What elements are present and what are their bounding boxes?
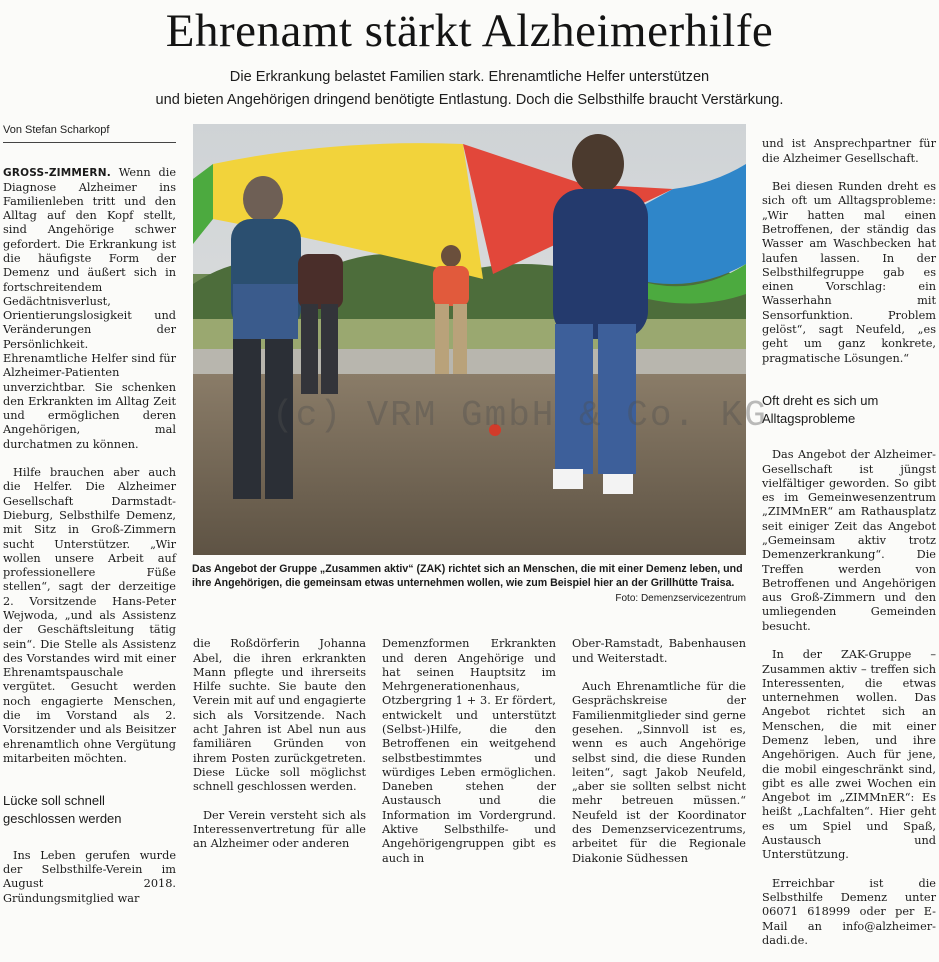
paragraph: Bei diesen Runden dreht es sich oft um Alltagsprobleme: „Wir hatten mal einen Betroffenen, der ständig das Wasser am Waschbecken hat laufen lassen. In der Selbsthilfegruppe gab es einen Vorschlag: ein Wasserhahn mit Sensorfunktion. Problem gelöst“, sagt Neufeld, „es geht um ganz konkrete, pragmatische Lösungen.“ <box>762 180 936 365</box>
headline: Ehrenamt stärkt Alzheimerhilfe <box>165 5 774 57</box>
author-byline: Von Stefan Scharkopf <box>3 124 110 136</box>
subheadline-line-2: und bieten Angehörigen dringend benötigte Entlastung. Doch die Selbsthilfe braucht Verstärkung. <box>155 92 784 108</box>
byline-rule <box>3 142 176 143</box>
article-column-2 <box>193 623 366 851</box>
paragraph: GROSS-ZIMMERN. Wenn die Diagnose Alzheimer ins Familienleben tritt und den Alltag auf den Kopf stellt, sind Angehörige schwer gefordert. Die Erkrankung ist die häufigste Form der Demenz und äußert sich in fortschreitendem Gedächtnisverlust, Orientierungslosigkeit und Veränderungen der Persönlichkeit. Ehrenamtliche Helfer sind für Alzheimer-Patienten unverzichtbar. Sie schenken den Erkrankten im Alltag Zeit und ermöglichen deren Angehörigen, mal durchatmen zu können. <box>3 166 176 451</box>
paragraph: und ist Ansprechpartner für die Alzheimer Gesellschaft. <box>762 137 936 165</box>
copyright-watermark: (c) VRM GmbH & Co. KG <box>272 395 768 436</box>
photo-credit: Foto: Demenzservicezentrum <box>615 593 746 604</box>
paragraph: Das Angebot der Alzheimer-Gesellschaft ist jüngst vielfältiger geworden. So gibt es im Gemeinwesenzentrum „ZIMMnER“ am Rathausplatz seit einiger Zeit das Angebot „Gemeinsam aktiv trotz Demenzerkrankung“. Die Treffen werden von Betroffenen und Angehörigen aus Groß-Zimmern und den umliegenden Gemeinden besucht. <box>762 448 936 633</box>
dateline: GROSS-ZIMMERN. <box>3 167 111 180</box>
subheading: Oft dreht es sich um Alltagsprobleme <box>762 393 879 427</box>
paragraph: Auch Ehrenamtliche für die Gesprächskreise der Familienmitglieder sind gerne gesehen. „Sinnvoll ist es, wenn es auch Angehörige selbst sind, die diese Runden leiten“, sagt Jakob Neufeld, „aber sie sollten selbst nicht mehr betreuen müssen.“ Neufeld ist der Koordinator des Demenzservicezentrums, arbeitet für die Regionale Diakonie Südhessen <box>572 680 746 865</box>
paragraph: Ober-Ramstadt, Babenhausen und Weiterstadt. <box>572 637 746 665</box>
paragraph: die Roßdörferin Johanna Abel, die ihren erkrankten Mann pflegte und ihrerseits Hilfe suchte. Sie baute den Verein mit auf und engagierte sich als Vorsitzende. Nach acht Jahren ist Abel nun aus familiären Gründen von ihrem Posten zurückgetreten. Diese Lücke soll möglichst schnell geschlossen werden. <box>193 637 366 794</box>
article-column-5 <box>762 123 936 947</box>
paragraph: Demenzformen Erkrankten und deren Angehörige und hat seinen Hauptsitz im Mehrgenerationenhaus, Otzbergring 1 + 3. Er fördert, entwickelt und unterstützt (Selbst-)Hilfe, die den Betroffenen ein weitgehend selbstbestimmtes und würdiges Leben ermöglichen. Daneben stehen der Austausch und die Information im Vordergrund. Aktive Selbsthilfe- und Angehörigengruppen gibt es auch in <box>382 637 556 865</box>
paragraph: Hilfe brauchen aber auch die Helfer. Die Alzheimer Gesellschaft Darmstadt-Dieburg, Selbsthilfe Demenz, mit Sitz in Groß-Zimmern sucht Unterstützer. „Wir wollen unsere Arbeit auf professionellere Füße stellen“, sagt der derzeitige 2. Vorsitzende Hans-Peter Wejwoda, „und als Assistenz der Geschäftsleitung tätig sein“. Die Stelle als Assistenz des Vorstandes wird mit einer Ehrenamtspauschale vergütet. Gesucht werden noch engagierte Menschen, die im Vorstand als 2. Vorsitzender und als Beisitzer ehrenamtlich ohne Vergütung mitarbeiten möchten. <box>3 466 176 765</box>
paragraph: In der ZAK-Gruppe – Zusammen aktiv – treffen sich Interessenten, die etwas unternehmen wollen. Das Angebot richtet sich an Menschen, die mit einer Demenz leben, und ihre Angehörigen. Auch für jene, die mobil eingeschränkt sind, gibt es alle zwei Wochen ein Angebot im „ZIMMnER“: Es heißt „Lachfalten“. Hier geht es um Spiel und Spaß, Austausch und Unterstützung. <box>762 648 936 862</box>
article-column-4 <box>572 623 746 865</box>
paragraph: Ins Leben gerufen wurde der Selbsthilfe-Verein im August 2018. Gründungsmitglied war <box>3 848 176 905</box>
subheadline-line-1: Die Erkrankung belastet Familien stark. Ehrenamtliche Helfer unterstützen <box>229 69 710 85</box>
article-column-3 <box>382 623 556 865</box>
article-photo <box>193 124 746 555</box>
subheading: Lücke soll schnell geschlossen werden <box>3 793 122 827</box>
paragraph: Erreichbar ist die Selbsthilfe Demenz unter 06071 618999 oder per E-Mail an info@alzheimer-dadi.de. <box>762 876 936 947</box>
article-column-1 <box>3 152 176 905</box>
paragraph: Der Verein versteht sich als Interessenvertretung für alle an Alzheimer oder anderen <box>193 808 366 851</box>
photo-illustration <box>193 124 746 555</box>
photo-caption: Das Angebot der Gruppe „Zusammen aktiv“ (ZAK) richtet sich an Menschen, die mit einer Demenz leben, und ihre Angehörigen, die gemeinsam etwas unternehmen wollen, wie zum Beispiel hier an der Grillhütte Traisa. <box>192 563 743 590</box>
